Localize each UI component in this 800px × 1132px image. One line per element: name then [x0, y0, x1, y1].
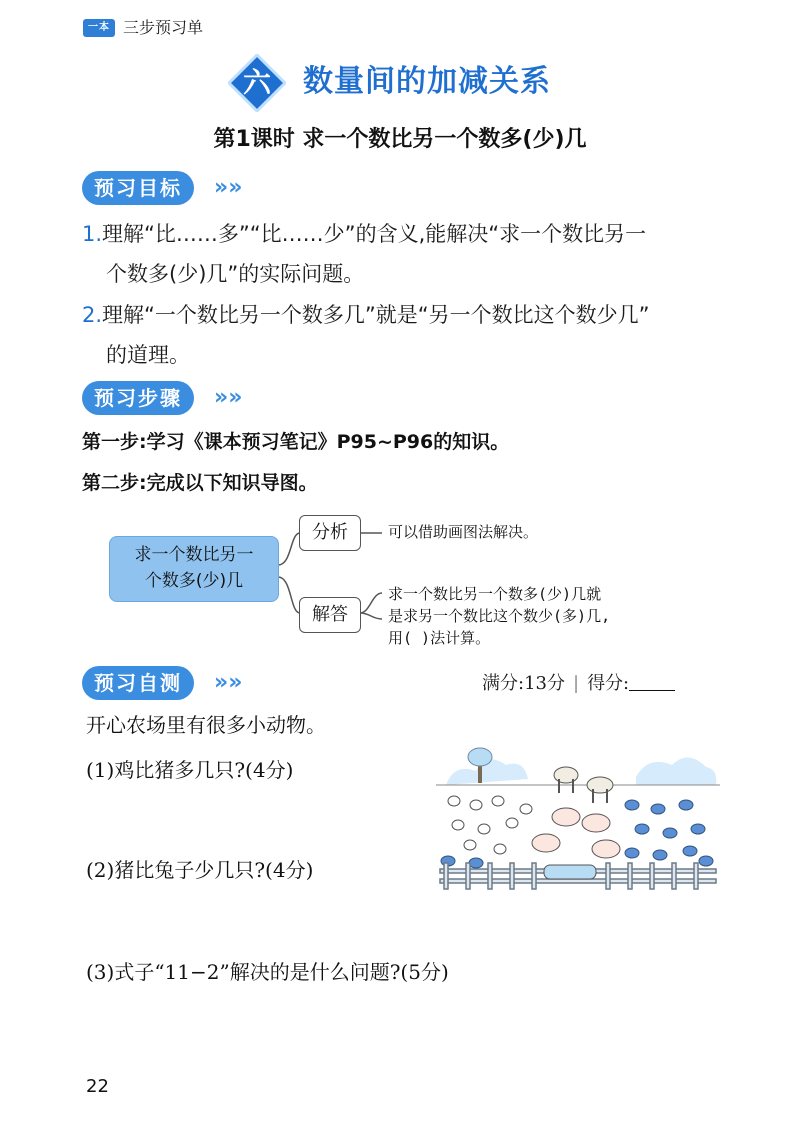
full-score-value: 13分	[524, 673, 565, 694]
question-3: (3)式子“11−2”解决的是什么问题?(5分)	[86, 960, 449, 984]
mindmap-analysis-node: 分析	[299, 515, 361, 551]
goal-1-line2: 个数多(少)几”的实际问题。	[106, 262, 365, 286]
chevrons-icon: »»	[214, 670, 243, 695]
section-tag-self-test	[82, 666, 262, 702]
goal-text: 理解“一个数比另一个数多几”就是“另一个数比这个数少几”	[102, 303, 650, 327]
section-tag-steps	[82, 381, 262, 417]
goal-1-line1	[82, 217, 646, 251]
farm-illustration	[436, 745, 720, 890]
section-tag-label: 预习目标	[82, 171, 194, 205]
chevrons-icon: »»	[214, 175, 243, 200]
unit-title: 数量间的加减关系	[303, 64, 551, 99]
header-title: 三步预习单	[123, 18, 204, 37]
section-tag-label: 预习自测	[82, 666, 194, 700]
mindmap-analysis-text: 可以借助画图法解决。	[388, 523, 539, 541]
mindmap-answer-node: 解答	[299, 597, 361, 633]
goal-number: 1.	[82, 222, 103, 246]
mindmap-answer-line2: 是求另一个数比这个数少(多)几,	[388, 607, 611, 625]
mindmap-answer-line1: 求一个数比另一个数多(少)几就	[388, 585, 602, 603]
mindmap-center-text: 求一个数比另一 个数多(少)几	[134, 545, 254, 591]
score-line	[482, 670, 675, 698]
step-2: 第二步:完成以下知识导图。	[82, 472, 318, 494]
goal-number: 2.	[82, 303, 103, 327]
goal-2-line2: 的道理。	[106, 343, 190, 367]
full-score-label: 满分:	[482, 673, 525, 694]
score-blank[interactable]	[629, 672, 675, 691]
goal-2-line1	[82, 298, 650, 332]
question-2: (2)猪比兔子少几只?(4分)	[86, 858, 314, 882]
question-intro: 开心农场里有很多小动物。	[86, 713, 326, 737]
lesson-title: 第1课时 求一个数比另一个数多(少)几	[213, 127, 587, 152]
goal-text: 理解“比……多”“比……少”的含义,能解决“求一个数比另一	[102, 222, 647, 246]
got-score-label: 得分:	[587, 673, 630, 694]
section-tag-label: 预习步骤	[82, 381, 194, 415]
chevrons-icon: »»	[214, 385, 243, 410]
step-1: 第一步:学习《课本预习笔记》P95~P96的知识。	[82, 431, 510, 453]
brand-logo: 一本	[83, 19, 115, 37]
page-number: 22	[86, 1076, 109, 1097]
mindmap-answer-line3: 用( )法计算。	[388, 629, 491, 647]
unit-number: 六	[242, 66, 271, 99]
question-1: (1)鸡比猪多几只?(4分)	[86, 758, 294, 782]
mindmap-center-node	[109, 536, 279, 602]
section-tag-goals	[82, 171, 262, 207]
score-separator: |	[572, 673, 580, 694]
